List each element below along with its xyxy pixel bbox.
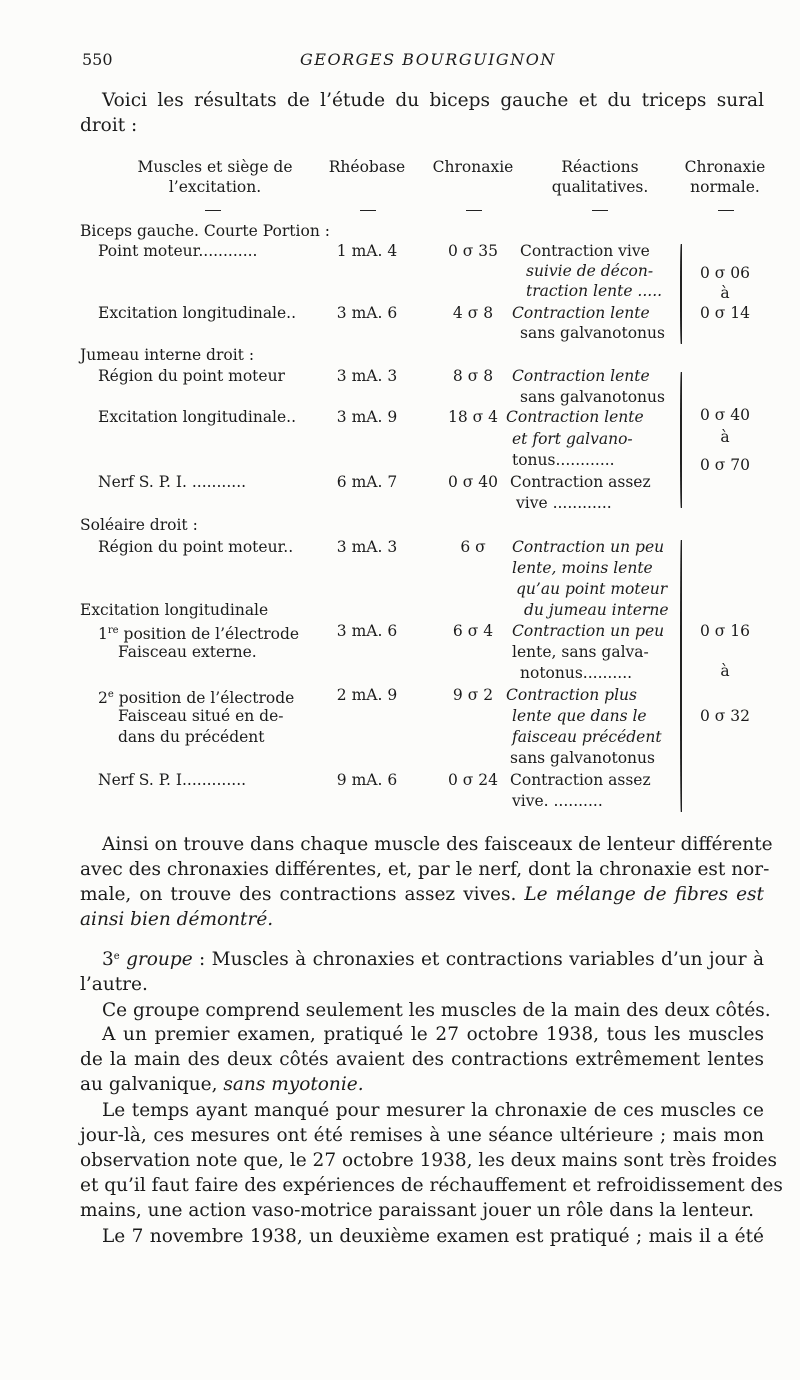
soleaire-r2-rheobase: 3 mA. 6 (336, 622, 398, 640)
groupe-sup: e (113, 951, 120, 962)
jumeau-r2-reaction-1: Contraction lente (506, 408, 644, 426)
jumeau-r1-reaction-2: sans galvanotonus (520, 388, 665, 406)
ainsi-line-3-emph: Le mélange de fibres est (524, 884, 764, 905)
soleaire-r3-rheobase: 2 mA. 9 (336, 686, 398, 704)
intro-line-1: Voici les résultats de l’étude du biceps gauche et du triceps sural (102, 90, 764, 111)
jumeau-r2-reaction-2 (512, 430, 633, 448)
biceps-r2-reaction-2: sans galvanotonus (520, 324, 665, 342)
header-rheobase: Rhéobase (328, 158, 406, 176)
paragraph-7-novembre (80, 1224, 764, 1249)
biceps-brace (680, 244, 682, 344)
paragraph-premier-examen (80, 1022, 764, 1097)
soleaire-r1-reaction-2: lente, moins lente (512, 559, 653, 577)
group-soleaire: Soléaire droit : (80, 516, 198, 534)
biceps-r1-rheobase: 1 mA. 4 (336, 242, 398, 260)
soleaire-normal-1: 0 σ 16 (699, 622, 751, 640)
premier-line-3-plain: au galvanique, (80, 1074, 224, 1095)
groupe-line-2: l’autre. (80, 974, 148, 995)
header-normal-2: normale. (690, 178, 760, 196)
biceps-r2-reaction-1: Contraction lente (512, 304, 650, 322)
soleaire-r3-num: 2 (98, 689, 108, 707)
soleaire-r3-sup: e (107, 689, 114, 700)
soleaire-excit-label: Excitation longitudinale (80, 601, 269, 619)
jumeau-r3-rheobase: 6 mA. 7 (336, 473, 398, 491)
jumeau-r3-reaction-2: vive ............ (516, 494, 612, 512)
jumeau-r3-chronaxie: 0 σ 40 (447, 473, 499, 491)
jumeau-r3-reaction-1: Contraction assez (510, 473, 651, 491)
temps-line-4: et qu’il faut faire des expériences de réchauffement et refroidissement des (80, 1175, 783, 1196)
header-rule-4 (592, 210, 608, 211)
jumeau-normal-1: 0 σ 40 (699, 406, 751, 424)
biceps-r2-rheobase: 3 mA. 6 (336, 304, 398, 322)
premier-line-3-emph: sans myotonie. (223, 1074, 364, 1095)
jumeau-r2-reaction-2-text: et fort galvano- (512, 430, 633, 448)
jumeau-r3-label: Nerf S. P. I. ........... (98, 473, 247, 491)
soleaire-r3-label-1 (98, 686, 294, 707)
premier-line-1: A un premier examen, pratiqué le 27 octobre 1938, tous les muscles (102, 1024, 764, 1045)
jumeau-brace (680, 372, 682, 508)
jumeau-normal-3: 0 σ 70 (699, 456, 751, 474)
soleaire-r3-text: position de l’électrode (118, 689, 295, 707)
paragraph-ainsi (80, 832, 773, 932)
jumeau-r1-rheobase: 3 mA. 3 (336, 367, 398, 385)
header-chronaxie: Chronaxie (432, 158, 514, 176)
jumeau-r2-chronaxie: 18 σ 4 (447, 408, 499, 426)
jumeau-r1-label: Région du point moteur (98, 367, 285, 385)
biceps-r2-label: Excitation longitudinale.. (98, 304, 297, 322)
header-rule-5 (718, 210, 734, 211)
paragraph-groupe-3 (80, 944, 764, 997)
soleaire-r4-label: Nerf S. P. I............. (98, 771, 247, 789)
page-number: 550 (82, 50, 113, 69)
ainsi-line-2: avec des chronaxies différentes, et, par le nerf, dont la chronaxie est nor- (80, 859, 770, 880)
intro-line-2: droit : (80, 115, 138, 136)
ainsi-line-4 (80, 907, 764, 932)
biceps-normal-1: 0 σ 06 (699, 264, 751, 282)
jumeau-normal-2: à (720, 428, 730, 446)
soleaire-r4-reaction-1: Contraction assez (510, 771, 651, 789)
biceps-r1-reaction-2: suivie de décon- (526, 262, 654, 280)
running-title: GEORGES BOURGUIGNON (300, 50, 556, 69)
soleaire-r3-reaction-4: sans galvanotonus (510, 749, 655, 767)
header-muscles-2: l’excitation. (168, 178, 262, 196)
soleaire-r1-label: Région du point moteur.. (98, 538, 294, 556)
soleaire-r3-chronaxie: 9 σ 2 (452, 686, 494, 704)
soleaire-normal-2: à (720, 662, 730, 680)
jumeau-r1-chronaxie: 8 σ 8 (452, 367, 494, 385)
soleaire-brace (680, 540, 682, 812)
header-muscles-1: Muscles et siège de (137, 158, 293, 176)
jumeau-r2-rheobase: 3 mA. 9 (336, 408, 398, 426)
biceps-normal-3: 0 σ 14 (699, 304, 751, 322)
soleaire-r2-label-1 (98, 622, 299, 643)
soleaire-r2-text: position de l’électrode (123, 625, 300, 643)
soleaire-r1-reaction-4: du jumeau interne (524, 601, 669, 619)
soleaire-r4-chronaxie: 0 σ 24 (447, 771, 499, 789)
soleaire-r1-reaction-3: qu’au point moteur (516, 580, 668, 598)
header-rule-3 (466, 210, 482, 211)
biceps-normal-2: à (720, 284, 730, 302)
novembre-line-1: Le 7 novembre 1938, un deuxième examen est pratiqué ; mais il a été (102, 1226, 764, 1247)
soleaire-r1-chronaxie: 6 σ (460, 538, 486, 556)
groupe-num: 3 (102, 949, 114, 970)
header-reactions-2: qualitatives. (551, 178, 649, 196)
soleaire-r2-reaction-2: lente, sans galva- (512, 643, 649, 661)
premier-line-2: de la main des deux côtés avaient des contractions extrêmement lentes (80, 1049, 764, 1070)
temps-line-1: Le temps ayant manqué pour mesurer la chronaxie de ces muscles ce (102, 1100, 764, 1121)
biceps-r2-chronaxie: 4 σ 8 (452, 304, 494, 322)
soleaire-r2-reaction-1: Contraction un peu (512, 622, 665, 640)
header-normal-1: Chronaxie (684, 158, 766, 176)
jumeau-r2-reaction-3: tonus............ (512, 451, 615, 469)
temps-line-5: mains, une action vaso-motrice paraissant jouer un rôle dans la lenteur. (80, 1200, 754, 1221)
groupe-rest: : Muscles à chronaxies et contractions variables d’un jour à (192, 949, 764, 970)
soleaire-r3-reaction-1: Contraction plus (506, 686, 637, 704)
biceps-r1-reaction-3: traction lente ..... (526, 282, 663, 300)
soleaire-r2-sup: re (107, 625, 119, 636)
temps-line-3: observation note que, le 27 octobre 1938, les deux mains sont très froides (80, 1150, 777, 1171)
soleaire-r1-reaction-1: Contraction un peu (512, 538, 665, 556)
header-reactions-1: Réactions (561, 158, 639, 176)
soleaire-r2-reaction-3: notonus.......... (520, 664, 633, 682)
ainsi-line-4-emph: ainsi bien démontré. (80, 909, 274, 930)
groupe-line-1 (80, 944, 764, 972)
ainsi-line-3 (80, 882, 764, 907)
groupe-word: groupe (126, 949, 193, 970)
group-jumeau: Jumeau interne droit : (80, 346, 255, 364)
soleaire-r4-rheobase: 9 mA. 6 (336, 771, 398, 789)
ce-groupe-line: Ce groupe comprend seulement les muscles de la main des deux côtés. (102, 1000, 771, 1021)
soleaire-r2-label-2: Faisceau externe. (118, 643, 257, 661)
jumeau-r2-label: Excitation longitudinale.. (98, 408, 297, 426)
group-biceps: Biceps gauche. Courte Portion : (80, 222, 330, 240)
header-rule-1 (205, 210, 221, 211)
soleaire-r1-rheobase: 3 mA. 3 (336, 538, 398, 556)
soleaire-r2-num: 1 (98, 625, 108, 643)
soleaire-r3-label-3: dans du précédent (118, 728, 265, 746)
paragraph-ce-groupe (80, 998, 771, 1023)
soleaire-r3-label-2: Faisceau situé en de- (118, 707, 284, 725)
jumeau-r1-reaction-1: Contraction lente (512, 367, 650, 385)
biceps-r1-chronaxie: 0 σ 35 (447, 242, 499, 260)
header-rule-2 (360, 210, 376, 211)
ainsi-line-1: Ainsi on trouve dans chaque muscle des faisceaux de lenteur différente (102, 834, 773, 855)
soleaire-r3-reaction-2: lente que dans le (512, 707, 647, 725)
biceps-r1-reaction-1: Contraction vive (520, 242, 650, 260)
premier-line-3 (80, 1072, 764, 1097)
soleaire-r2-chronaxie: 6 σ 4 (452, 622, 494, 640)
soleaire-r3-reaction-3: faisceau précédent (512, 728, 662, 746)
biceps-r1-label: Point moteur............ (98, 242, 258, 260)
temps-line-2: jour-là, ces mesures ont été remises à une séance ultérieure ; mais mon (80, 1125, 764, 1146)
soleaire-normal-3: 0 σ 32 (699, 707, 751, 725)
paragraph-le-temps (80, 1098, 783, 1223)
soleaire-r4-reaction-2: vive. .......... (512, 792, 603, 810)
ainsi-line-3-plain: male, on trouve des contractions assez vives. (80, 884, 517, 905)
